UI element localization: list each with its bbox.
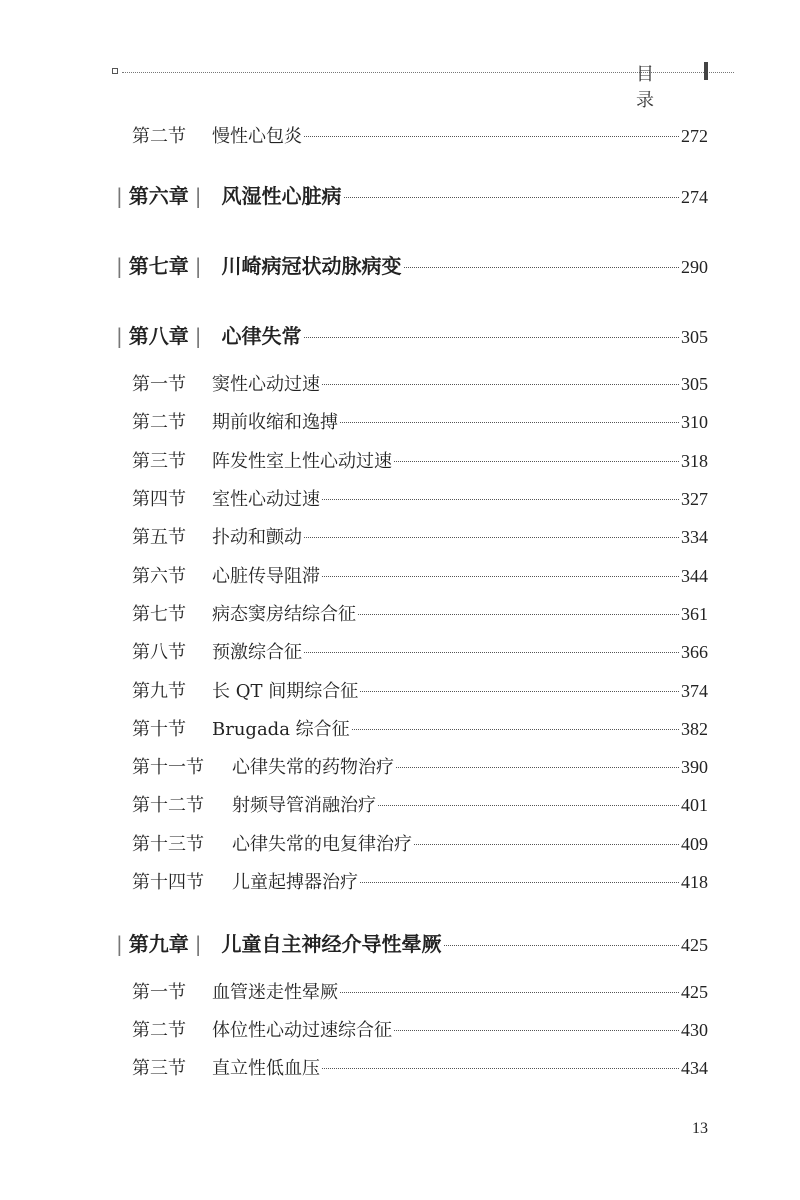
entry-page-number: 305 (681, 327, 708, 347)
entry-page-number: 310 (681, 412, 708, 432)
entry-title: 儿童自主神经介导性晕厥 (221, 932, 442, 956)
entry-number: 第二节 (132, 126, 186, 147)
entry-page-number: 425 (681, 935, 708, 955)
entry-number: 第七章 (128, 254, 189, 278)
entry-number: 第十四节 (132, 872, 204, 893)
dot-leader (322, 576, 679, 577)
entry-number: 第十二节 (132, 795, 204, 816)
entry-number: 第十节 (132, 719, 186, 740)
entry-title: 血管迷走性晕厥 (212, 982, 338, 1003)
toc-section-entry (132, 978, 708, 1004)
entry-title: 儿童起搏器治疗 (232, 872, 358, 893)
entry-page-number: 318 (681, 451, 708, 471)
dot-leader (396, 767, 679, 768)
toc-section-entry (132, 830, 708, 856)
entry-title: 射频导管消融治疗 (232, 795, 376, 816)
entry-page-number: 390 (681, 757, 708, 777)
entry-title: 体位性心动过速综合征 (212, 1020, 392, 1041)
entry-page-number: 382 (681, 719, 708, 739)
dot-leader (394, 461, 679, 462)
toc-section-entry (132, 1016, 708, 1042)
entry-page-number: 401 (681, 795, 708, 815)
entry-number: 第三节 (132, 451, 186, 472)
toc-section-entry (132, 122, 708, 148)
chapter-divider: | (194, 932, 202, 956)
entry-page-number: 334 (681, 527, 708, 547)
entry-page-number: 327 (681, 489, 708, 509)
toc-chapter-entry (116, 320, 708, 350)
toc-section-entry (132, 791, 708, 817)
entry-page-number: 290 (681, 257, 708, 277)
entry-page-number: 305 (681, 374, 708, 394)
dot-leader (322, 384, 679, 385)
entry-title: 室性心动过速 (212, 489, 320, 510)
entry-title: 直立性低血压 (212, 1058, 320, 1079)
toc-section-entry (132, 677, 708, 703)
chapter-divider: | (194, 324, 202, 348)
entry-title: 慢性心包炎 (212, 126, 302, 147)
entry-page-number: 361 (681, 604, 708, 624)
entry-number: 第三节 (132, 1058, 186, 1079)
chapter-divider: | (116, 324, 123, 348)
toc-section-entry (132, 868, 708, 894)
entry-number: 第六节 (132, 566, 186, 587)
toc-chapter-entry (116, 250, 708, 280)
dot-leader (322, 1068, 679, 1069)
entry-number: 第二节 (132, 412, 186, 433)
dot-leader (344, 197, 680, 198)
toc-section-entry (132, 370, 708, 396)
dot-leader (304, 337, 680, 338)
entry-page-number: 418 (681, 872, 708, 892)
entry-title: 阵发性室上性心动过速 (212, 451, 392, 472)
dot-leader (340, 422, 679, 423)
entry-number: 第八节 (132, 642, 186, 663)
dot-leader (360, 882, 679, 883)
entry-title: Brugada 综合征 (212, 719, 350, 740)
entry-title: 川崎病冠状动脉病变 (221, 254, 402, 278)
toc-section-entry (132, 638, 708, 664)
chapter-divider: | (116, 932, 123, 956)
chapter-divider: | (194, 184, 202, 208)
toc-section-entry (132, 715, 708, 741)
entry-number: 第一节 (132, 374, 186, 395)
entry-title: 窦性心动过速 (212, 374, 320, 395)
page-number: 13 (692, 1120, 708, 1137)
toc-section-entry (132, 447, 708, 473)
toc-chapter-entry (116, 928, 708, 958)
entry-title: 病态窦房结综合征 (212, 604, 356, 625)
entry-number: 第九章 (128, 932, 189, 956)
entry-page-number: 430 (681, 1020, 708, 1040)
entry-number: 第八章 (128, 324, 189, 348)
header-square-ornament (112, 68, 118, 74)
entry-page-number: 374 (681, 681, 708, 701)
dot-leader (414, 844, 679, 845)
entry-page-number: 425 (681, 982, 708, 1002)
toc-section-entry (132, 408, 708, 434)
toc-section-entry (132, 562, 708, 588)
entry-page-number: 366 (681, 642, 708, 662)
running-header (112, 60, 712, 111)
entry-number: 第一节 (132, 982, 186, 1003)
toc-section-entry (132, 523, 708, 549)
toc-section-entry (132, 753, 708, 779)
entry-page-number: 409 (681, 834, 708, 854)
dot-leader (340, 992, 679, 993)
dot-leader (378, 805, 679, 806)
entry-title: 心律失常 (221, 324, 302, 348)
entry-page-number: 434 (681, 1058, 708, 1078)
entry-number: 第九节 (132, 681, 186, 702)
toc-section-entry (132, 1054, 708, 1080)
dot-leader (358, 614, 679, 615)
entry-title: 预激综合征 (212, 642, 302, 663)
toc-section-entry (132, 485, 708, 511)
entry-number: 第五节 (132, 527, 186, 548)
entry-title: 心律失常的电复律治疗 (232, 834, 412, 855)
entry-title: 心脏传导阻滞 (212, 566, 320, 587)
dot-leader (304, 652, 679, 653)
toc-section-entry (132, 600, 708, 626)
dot-leader (394, 1030, 679, 1031)
entry-number: 第十一节 (132, 757, 204, 778)
entry-title: 期前收缩和逸搏 (212, 412, 338, 433)
toc-chapter-entry (116, 180, 708, 210)
entry-number: 第二节 (132, 1020, 186, 1041)
header-title: 目 录 (636, 64, 674, 111)
chapter-divider: | (194, 254, 202, 278)
dot-leader (352, 729, 679, 730)
dot-leader (304, 537, 679, 538)
entry-page-number: 272 (681, 126, 708, 146)
entry-number: 第六章 (128, 184, 189, 208)
chapter-divider: | (116, 254, 123, 278)
entry-page-number: 274 (681, 187, 708, 207)
entry-title: 长 QT 间期综合征 (212, 681, 359, 702)
entry-title: 风湿性心脏病 (221, 184, 342, 208)
entry-number: 第七节 (132, 604, 186, 625)
dot-leader (360, 691, 679, 692)
entry-number: 第四节 (132, 489, 186, 510)
entry-number: 第十三节 (132, 834, 204, 855)
dot-leader (404, 267, 680, 268)
entry-title: 扑动和颤动 (212, 527, 302, 548)
dot-leader (444, 945, 680, 946)
entry-title: 心律失常的药物治疗 (232, 757, 394, 778)
header-bar (704, 62, 708, 80)
entry-page-number: 344 (681, 566, 708, 586)
dot-leader (304, 136, 679, 137)
dot-leader (322, 499, 679, 500)
chapter-divider: | (116, 184, 123, 208)
